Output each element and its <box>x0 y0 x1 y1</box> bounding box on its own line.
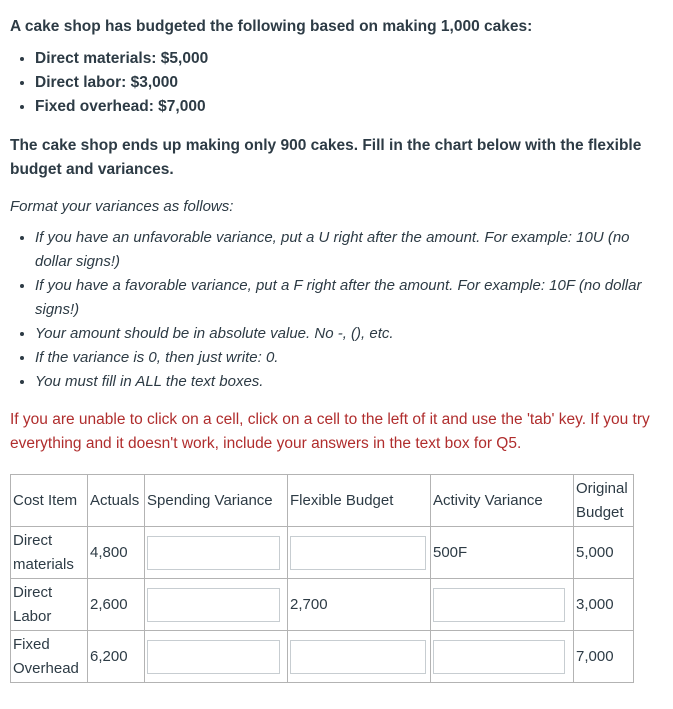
warning-text: If you are unable to click on a cell, click on a cell to the left of it and use the 'tab' key. If you try everything and it doesn't work, include your answers in the text box for Q5. <box>10 411 650 452</box>
cell-cost-item: Direct Labor <box>11 579 88 631</box>
cell-original-budget: 7,000 <box>574 631 634 683</box>
table-header-row <box>11 475 634 527</box>
spending-variance-input[interactable] <box>147 640 280 674</box>
cell-activity-variance <box>431 579 574 631</box>
spending-variance-input[interactable] <box>147 588 280 622</box>
cell-flexible-budget <box>288 631 431 683</box>
flexible-budget-input[interactable] <box>290 536 426 570</box>
spending-variance-input[interactable] <box>147 536 280 570</box>
format-rule: • If the variance is 0, then just write: 0. <box>35 346 665 370</box>
table-row <box>11 631 634 683</box>
header-original-budget: Original Budget <box>574 475 634 527</box>
cell-cost-item: Direct materials <box>11 527 88 579</box>
budget-item: • Direct materials: $5,000 <box>35 47 665 71</box>
cell-flexible-budget <box>288 527 431 579</box>
cell-spending-variance <box>145 527 288 579</box>
format-rule: • If you have a favorable variance, put a F right after the amount. For example: 10F (no dollar signs!) <box>35 274 665 322</box>
cell-actuals: 2,600 <box>88 579 145 631</box>
cell-cost-item: Fixed Overhead <box>11 631 88 683</box>
cell-activity-variance <box>431 631 574 683</box>
budget-list <box>10 47 665 119</box>
cell-original-budget: 5,000 <box>574 527 634 579</box>
format-rule: • You must fill in ALL the text boxes. <box>35 370 665 394</box>
header-activity-variance: Activity Variance <box>431 475 574 527</box>
question-body <box>10 14 665 456</box>
cell-spending-variance <box>145 631 288 683</box>
header-actuals: Actuals <box>88 475 145 527</box>
activity-variance-input[interactable] <box>433 588 565 622</box>
budget-item: • Fixed overhead: $7,000 <box>35 95 665 119</box>
format-rules-list <box>10 226 665 394</box>
format-heading: Format your variances as follows: <box>10 198 234 215</box>
cell-flexible-budget: 2,700 <box>288 579 431 631</box>
table-row <box>11 579 634 631</box>
format-rule: • Your amount should be in absolute value. No -, (), etc. <box>35 322 665 346</box>
flexible-budget-input[interactable] <box>290 640 426 674</box>
task-text: The cake shop ends up making only 900 cakes. Fill in the chart below with the flexible budget and variances. <box>10 137 642 178</box>
table-row <box>11 527 634 579</box>
cell-spending-variance <box>145 579 288 631</box>
intro-text: A cake shop has budgeted the following based on making 1,000 cakes: <box>10 18 533 35</box>
format-rule: • If you have an unfavorable variance, put a U right after the amount. For example: 10U (no dollar signs!) <box>35 226 665 274</box>
budget-item: • Direct labor: $3,000 <box>35 71 665 95</box>
flexible-budget-table <box>10 474 634 683</box>
cell-actuals: 4,800 <box>88 527 145 579</box>
header-flexible-budget: Flexible Budget <box>288 475 431 527</box>
header-cost-item: Cost Item <box>11 475 88 527</box>
cell-original-budget: 3,000 <box>574 579 634 631</box>
activity-variance-input[interactable] <box>433 640 565 674</box>
cell-activity-variance: 500F <box>431 527 574 579</box>
cell-actuals: 6,200 <box>88 631 145 683</box>
header-spending-variance: Spending Variance <box>145 475 288 527</box>
